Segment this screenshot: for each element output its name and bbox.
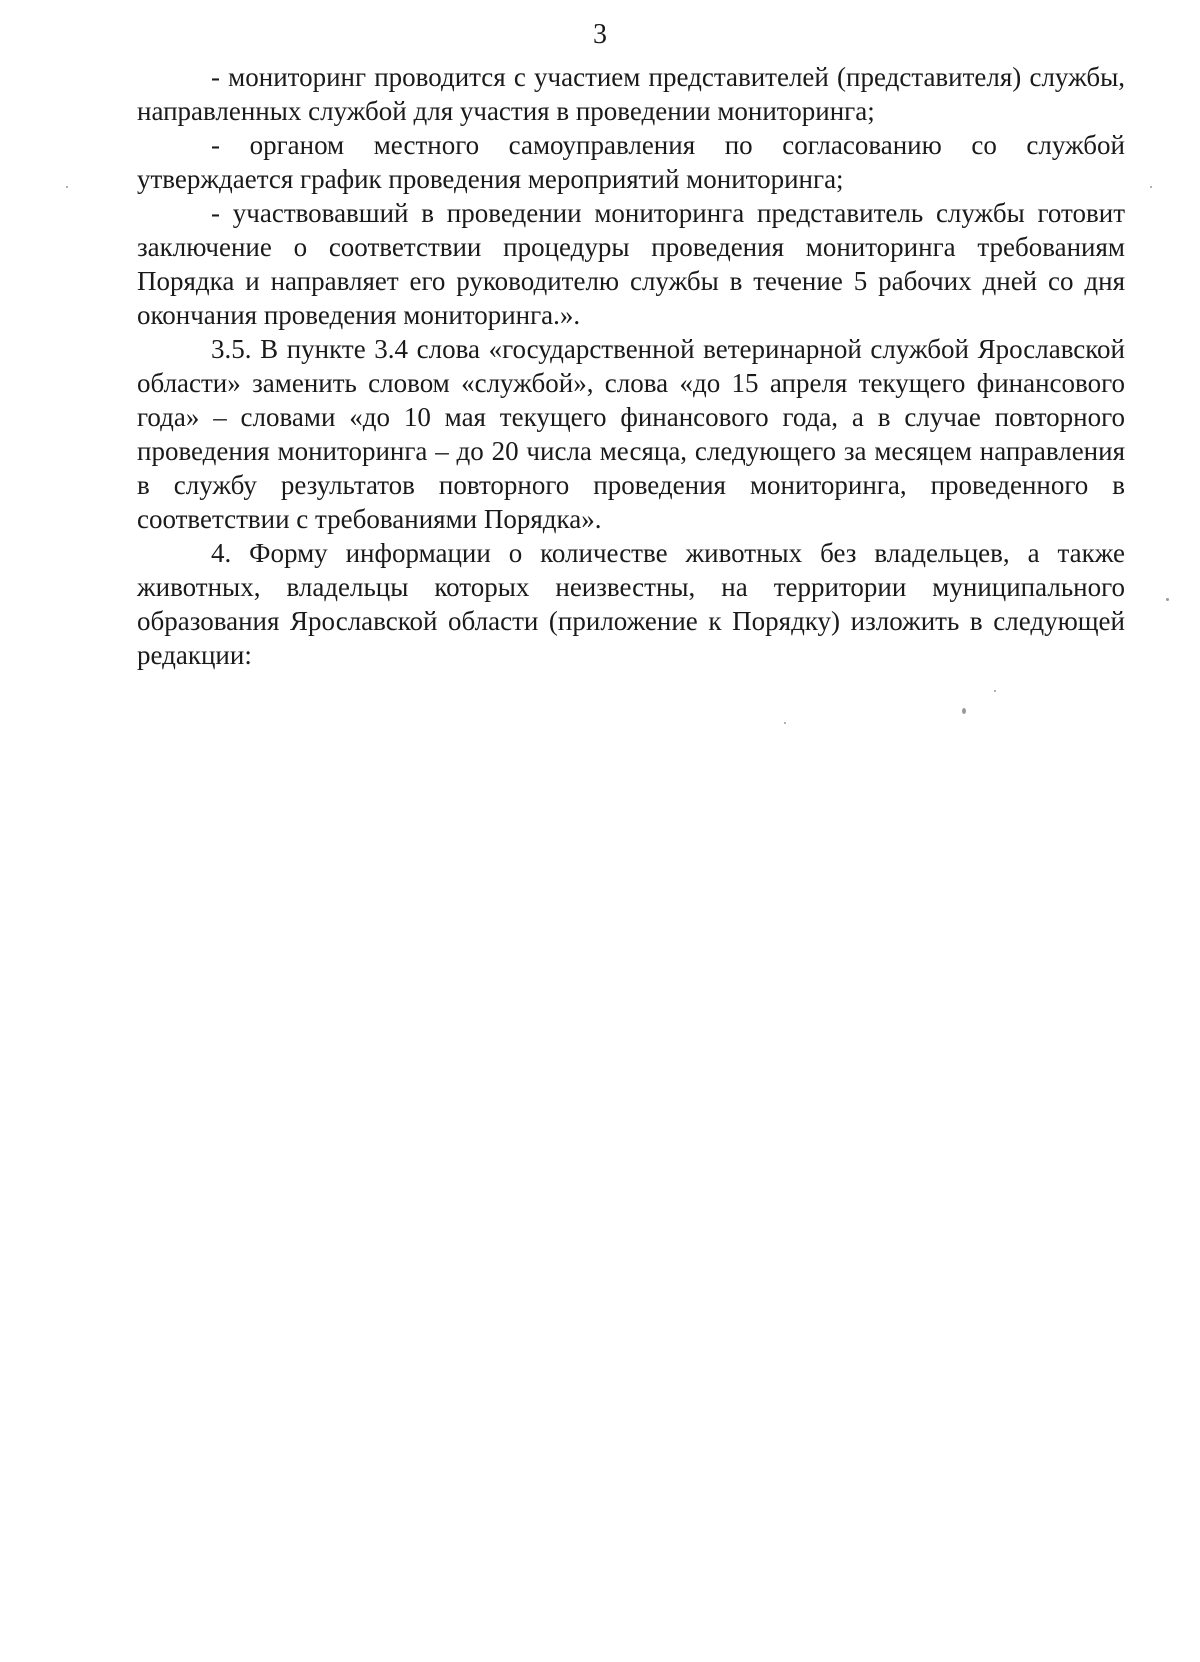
scan-speck [66, 186, 68, 188]
paragraph-schedule-approval: - органом местного самоуправления по согласованию со службой утверждается график проведения мероприятий мониторинга; [137, 130, 1125, 194]
paragraph-conclusion: - участвовавший в проведении мониторинга представитель службы готовит заключение о соответствии процедуры проведения мониторинга требованиям Порядка и направляет его руководителю службы в течение 5 рабочих дней со дня окончания проведения мониторинга.». [137, 198, 1125, 330]
paragraph-item-4: 4. Форму информации о количестве животных без владельцев, а также животных, владельцы которых неизвестны, на территории муниципального образования Ярославской области (приложение к Порядку) изложить в следующей редакции: [137, 538, 1125, 670]
scan-speck [994, 690, 996, 692]
page-number: 3 [593, 19, 607, 50]
paragraph-monitoring-participants: - мониторинг проводится с участием представителей (представителя) службы, направленных службой для участия в проведении мониторинга; [137, 62, 1125, 126]
scan-speck [784, 722, 786, 724]
paragraph-item-3-5: 3.5. В пункте 3.4 слова «государственной ветеринарной службой Ярославской области» заменить словом «службой», слова «до 15 апреля текущего финансового года» – словами «до 10 мая текущего финансового года, а в случае повторного проведения мониторинга – до 20 числа месяца, следующего за месяцем направления в службу результатов повторного проведения мониторинга, проведенного в соответствии с требованиями Порядка». [137, 334, 1125, 534]
scan-speck [1166, 598, 1169, 601]
document-body [137, 60, 1125, 672]
scan-speck [1150, 186, 1152, 188]
scan-speck [962, 708, 966, 714]
